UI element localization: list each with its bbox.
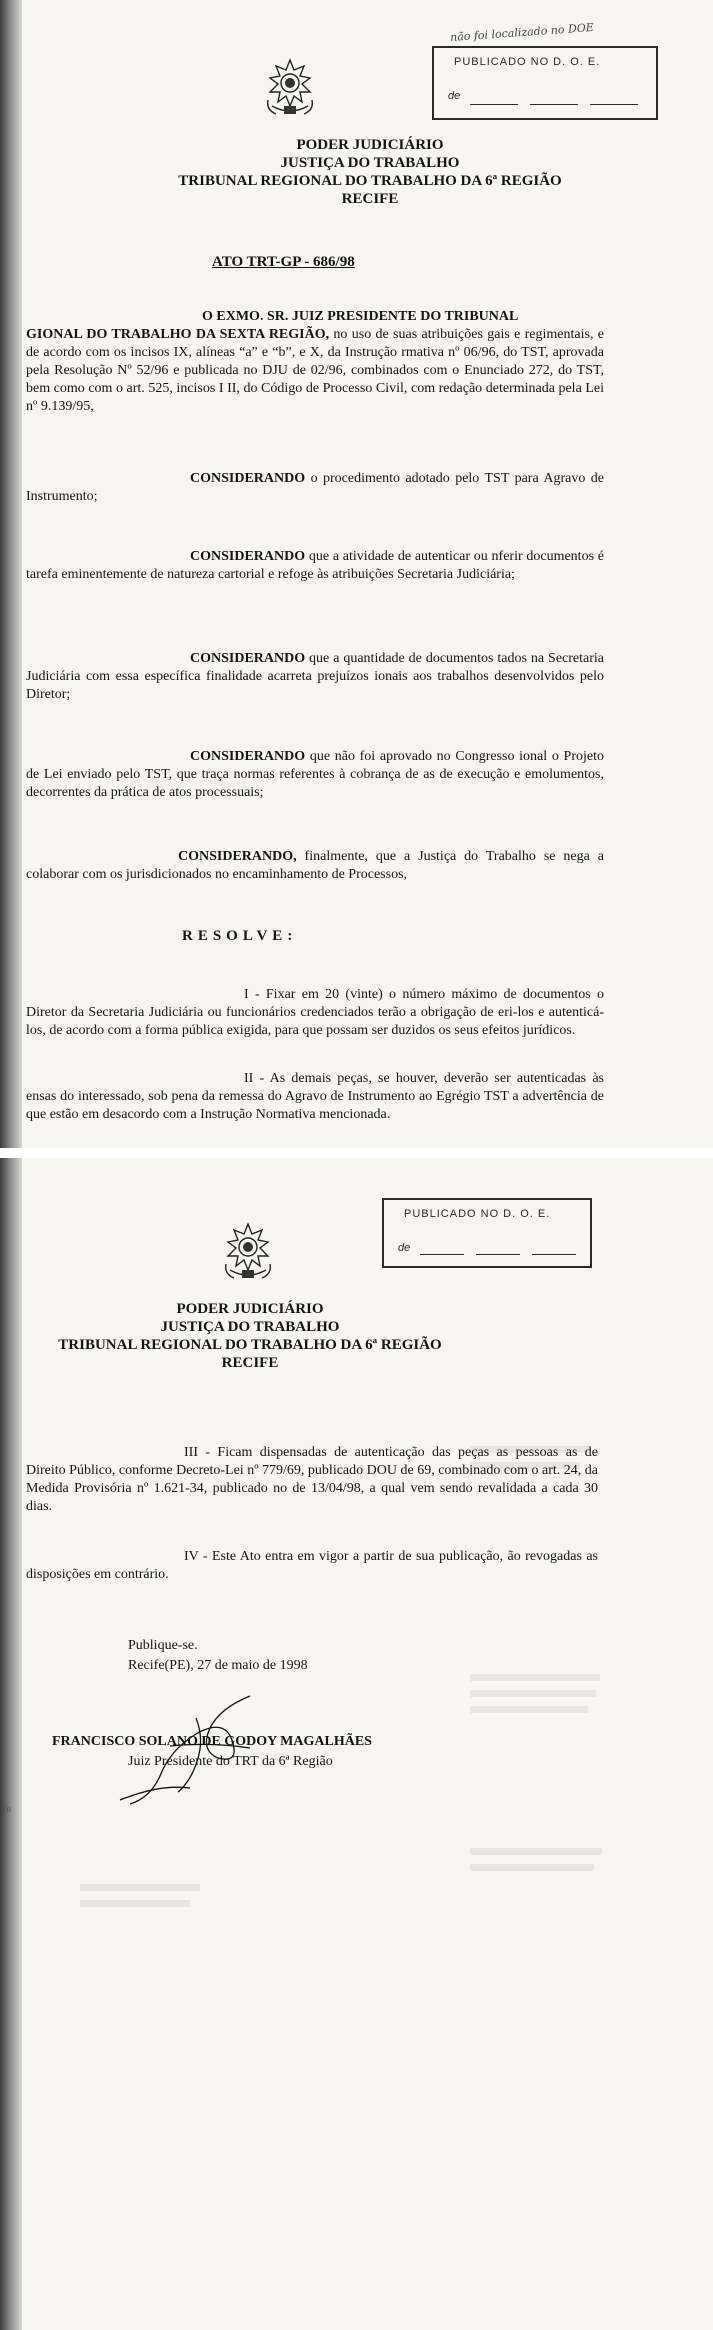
intro-text: no uso de suas atribuições gais e regimentais, e de acordo com os incisos IX, alíneas “a” e “b”, e X, da Instrução rmativa nº 06/96, do TST, aprovada pela Resolução Nº 52/96 e publicada no DJU de 02/96, combinados com o Enunciado 272, do TST, bem como com o art. 525, incisos I II, do Código de Processo Civil, com redação determinada pela Lei nº 9.139/95,	[26, 327, 604, 414]
header-line-recife: RECIFE	[341, 191, 399, 207]
item-4: IV - Este Ato entra em vigor a partir de sua publicação, ão revogadas as disposições em contrário.	[26, 1549, 598, 1582]
bleed-through-text	[470, 1706, 588, 1713]
header-line-tribunal: TRIBUNAL REGIONAL DO TRABALHO DA 6ª REGIÃO	[178, 173, 562, 189]
header-line-justica: JUSTIÇA DO TRABALHO	[160, 1319, 340, 1335]
publication-stamp	[432, 46, 658, 120]
considerando-5	[26, 848, 604, 884]
considerando-2-lead: CONSIDERANDO	[190, 549, 306, 564]
resolve-heading: RESOLVE:	[182, 928, 298, 944]
considerando-3-lead: CONSIDERANDO	[190, 651, 306, 666]
header-line-recife: RECIFE	[221, 1355, 279, 1371]
bleed-through-text	[470, 1864, 594, 1871]
header-line-justica: JUSTIÇA DO TRABALHO	[280, 155, 460, 171]
coat-of-arms-icon	[258, 56, 322, 120]
coat-of-arms-icon	[216, 1220, 280, 1284]
item-2: II - As demais peças, se houver, deverão ser autenticadas às ensas do interessado, sob pena da remessa do Agravo de Instrumento ao Egrégio TST a advertência de que estão em desacordo com a Instrução Normativa mencionada.	[26, 1071, 604, 1122]
stamp-month-line	[530, 104, 578, 105]
scan-shadow-edge	[0, 0, 22, 1148]
header-line-poder: PODER JUDICIÁRIO	[176, 1301, 324, 1317]
publique-se: Publique-se.	[128, 1638, 198, 1653]
considerando-1-text: o procedimento adotado pelo TST para Agravo de Instrumento;	[26, 471, 604, 504]
considerando-4	[26, 748, 604, 802]
intro-lead-2: GIONAL DO TRABALHO DA SEXTA REGIÃO,	[26, 327, 330, 342]
considerando-5-lead: CONSIDERANDO,	[178, 849, 297, 864]
considerando-4-lead: CONSIDERANDO	[190, 749, 306, 764]
considerando-2-text: que a atividade de autenticar ou nferir documentos é tarefa eminentemente de natureza cartorial e refoge às atribuições Secretaria Judiciária;	[26, 549, 604, 582]
signatory-name: FRANCISCO SOLANO DE GODOY MAGALHÃES	[52, 1734, 372, 1749]
signatory-title: Juiz Presidente do TRT da 6ª Região	[128, 1754, 333, 1769]
stamp-day-line	[470, 104, 518, 105]
bleed-through-text	[470, 1674, 600, 1681]
bleed-through-text	[80, 1884, 200, 1891]
act-title: ATO TRT-GP - 686/98	[212, 254, 355, 270]
page1-header	[160, 136, 580, 208]
stamp-year-line	[590, 104, 638, 105]
place-and-date: Recife(PE), 27 de maio de 1998	[128, 1658, 308, 1673]
considerando-3	[26, 650, 604, 704]
stamp-date-label: de	[398, 1242, 411, 1254]
considerando-1	[26, 470, 604, 506]
stamp-day-line	[420, 1254, 464, 1255]
stamp-title: PUBLICADO NO D. O. E.	[454, 56, 601, 68]
stamp-month-line	[476, 1254, 520, 1255]
intro-lead: O EXMO. SR. JUIZ PRESIDENTE DO TRIBUNAL	[202, 309, 519, 324]
stamp-title: PUBLICADO NO D. O. E.	[404, 1208, 551, 1220]
handwritten-note: não foi localizado no DOE	[449, 20, 595, 45]
considerando-3-text: que a quantidade de documentos tados na Secretaria Judiciária com essa específica finalidade acarreta prejuízos ionais aos trabalhos desenvolvidos pelo Diretor;	[26, 651, 604, 702]
bleed-through-text	[470, 1848, 602, 1855]
document-page-2	[0, 1158, 713, 2330]
considerando-1-lead: CONSIDERANDO	[190, 471, 306, 486]
considerando-2	[26, 548, 604, 584]
page-separator	[0, 1148, 713, 1158]
intro-paragraph	[26, 308, 604, 416]
considerando-4-text: que não foi aprovado no Congresso ional o Projeto de Lei enviado pelo TST, que traça normas referentes à cobrança de as de execução e emolumentos, decorrentes da prática de atos processuais;	[26, 749, 604, 800]
document-page-1	[0, 0, 713, 1148]
scan-shadow-edge	[0, 1158, 22, 2330]
item-3: III - Ficam dispensadas de autenticação das peças as pessoas as de Direito Público, conforme Decreto-Lei nº 779/69, publicado DOU de 69, combinado com o art. 24, da Medida Provisória nº 1.621-34, publicado no de 13/04/98, a qual vem sendo revalidada a cada 30 dias.	[26, 1445, 598, 1514]
header-line-tribunal: TRIBUNAL REGIONAL DO TRABALHO DA 6ª REGIÃO	[58, 1337, 442, 1353]
considerando-5-text: finalmente, que a Justiça do Trabalho se nega a colaborar com os jurisdicionados no encaminhamento de Processos,	[26, 849, 604, 882]
bleed-through-text	[470, 1690, 596, 1697]
publication-stamp	[382, 1198, 592, 1268]
header-line-poder: PODER JUDICIÁRIO	[296, 137, 444, 153]
page2-header	[40, 1300, 460, 1372]
bleed-through-text	[80, 1900, 190, 1907]
margin-mark: /n	[4, 1804, 12, 1814]
item-1: I - Fixar em 20 (vinte) o número máximo de documentos o Diretor da Secretaria Judiciária ou funcionários credenciados terão a obrigação de eri-los e autenticá-los, de acordo com a forma pública exigida, para que possam ser duzidos os seus efeitos jurídicos.	[26, 987, 604, 1038]
stamp-date-label: de	[448, 90, 461, 102]
stamp-year-line	[532, 1254, 576, 1255]
